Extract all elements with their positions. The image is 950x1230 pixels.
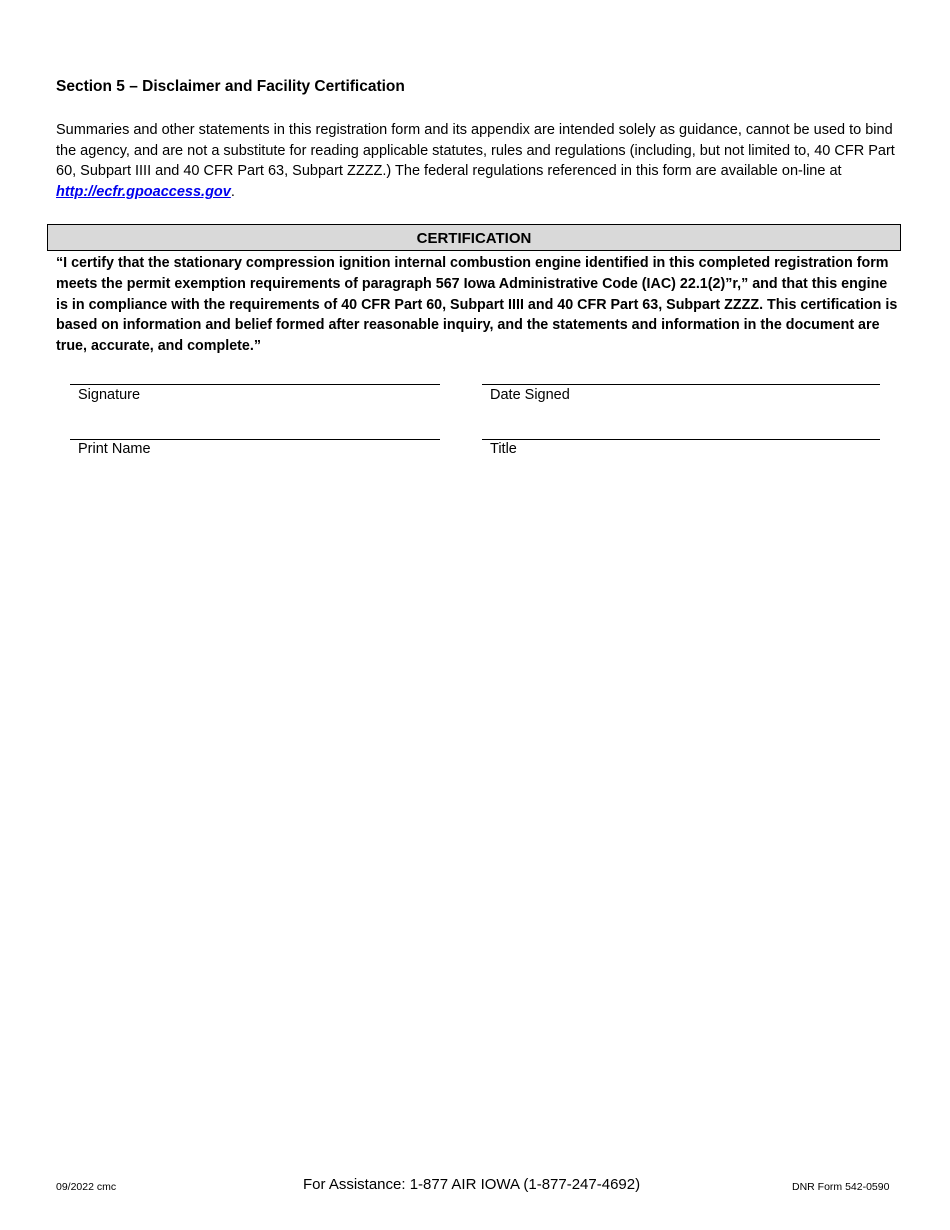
ecfr-link[interactable]: http://ecfr.gpoaccess.gov [56, 184, 231, 201]
signature-label: Signature [78, 387, 141, 403]
title-label: Title [490, 441, 517, 457]
date-signed-line[interactable] [482, 384, 880, 385]
footer-revision: 09/2022 cmc [56, 1181, 117, 1193]
signature-line[interactable] [70, 384, 440, 385]
title-line[interactable] [482, 439, 880, 440]
footer-assistance: For Assistance: 1-877 AIR IOWA (1-877-247-4692) [303, 1176, 641, 1193]
certification-statement: “I certify that the stationary compression ignition internal combustion engine identified in this completed registration form meets the permit exemption requirements of paragraph 567 Iowa Administrative Code (IAC) 22.1(2)”r,” and that this engine is in compliance with the requirements of 40 CFR Part 60, Subpart IIII and 40 CFR Part 63, Subpart ZZZZ. This certification is based on information and belief formed after reasonable inquiry, and the statements and information in the document are true, accurate, and complete.” [56, 255, 898, 355]
print-name-line[interactable] [70, 439, 440, 440]
certification-header: CERTIFICATION [47, 224, 901, 251]
section-heading: Section 5 – Disclaimer and Facility Certification [56, 78, 405, 95]
disclaimer-text: Summaries and other statements in this registration form and its appendix are intended solely as guidance, cannot be used to bind the agency, and are not a substitute for reading applicable statutes, rules and regulations (including, but not limited to, 40 CFR Part 60, Subpart IIII and 40 CFR Part 63, Subpart ZZZZ.) The federal regulations referenced in this form are available on-line at [56, 122, 895, 180]
disclaimer-period: . [230, 184, 235, 201]
footer-form-number: DNR Form 542-0590 [792, 1181, 890, 1193]
disclaimer-paragraph [56, 120, 896, 203]
print-name-label: Print Name [78, 441, 151, 457]
date-signed-label: Date Signed [490, 387, 570, 403]
